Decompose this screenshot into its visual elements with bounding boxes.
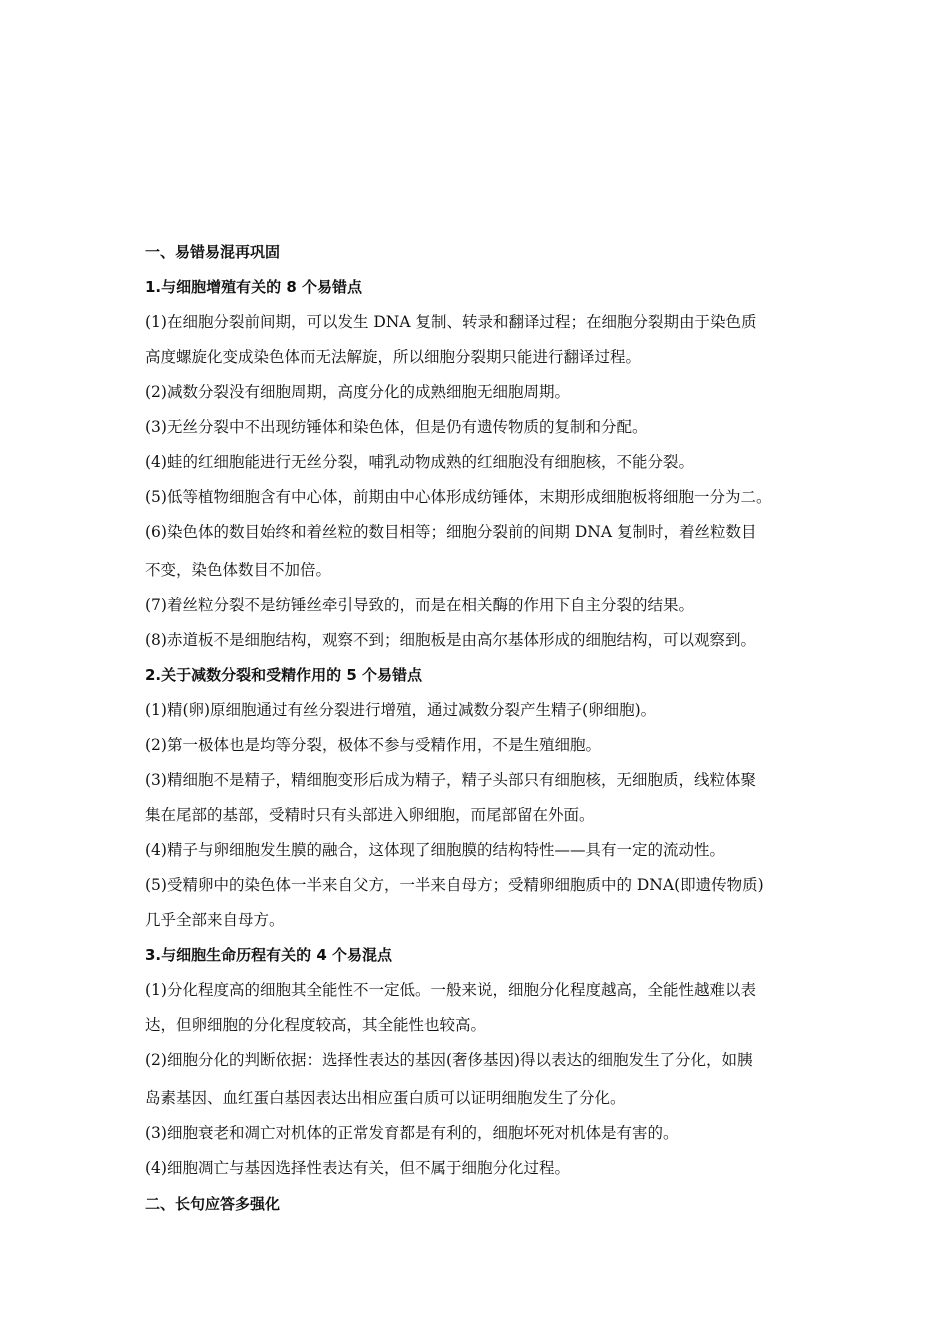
paragraph-line: 高度螺旋化变成染色体而无法解旋，所以细胞分裂期只能进行翻译过程。: [145, 348, 642, 366]
paragraph-line: 集在尾部的基部，受精时只有头部进入卵细胞，而尾部留在外面。: [145, 806, 595, 824]
group-title-3: 3.与细胞生命历程有关的 4 个易混点: [145, 946, 393, 964]
paragraph-line: (8)赤道板不是细胞结构，观察不到；细胞板是由高尔基体形成的细胞结构，可以观察到。: [145, 631, 756, 649]
paragraph-line: 岛素基因、血红蛋白基因表达出相应蛋白质可以证明细胞发生了分化。: [145, 1089, 626, 1107]
paragraph-line: (3)精细胞不是精子，精细胞变形后成为精子，精子头部只有细胞核，无细胞质，线粒体聚: [145, 771, 756, 789]
paragraph-line: (7)着丝粒分裂不是纺锤丝牵引导致的，而是在相关酶的作用下自主分裂的结果。: [145, 596, 694, 614]
group-title-1: 1.与细胞增殖有关的 8 个易错点: [145, 278, 363, 296]
paragraph-line: 达，但卵细胞的分化程度较高，其全能性也较高。: [145, 1016, 487, 1034]
paragraph-line: (2)细胞分化的判断依据：选择性表达的基因(奢侈基因)得以表达的细胞发生了分化，如胰: [145, 1051, 753, 1069]
paragraph-line: 不变，染色体数目不加倍。: [145, 561, 332, 579]
paragraph-line: (1)分化程度高的细胞其全能性不一定低。一般来说，细胞分化程度越高，全能性越难以表: [145, 981, 756, 999]
paragraph-line: (2)第一极体也是均等分裂，极体不参与受精作用，不是生殖细胞。: [145, 736, 601, 754]
paragraph-line: (3)细胞衰老和凋亡对机体的正常发育都是有利的，细胞坏死对机体是有害的。: [145, 1124, 679, 1142]
section-heading-2: 二、长句应答多强化: [145, 1195, 281, 1213]
paragraph-line: (1)精(卵)原细胞通过有丝分裂进行增殖，通过减数分裂产生精子(卵细胞)。: [145, 701, 657, 719]
paragraph-line: (4)细胞凋亡与基因选择性表达有关，但不属于细胞分化过程。: [145, 1159, 570, 1177]
group-title-2: 2.关于减数分裂和受精作用的 5 个易错点: [145, 666, 423, 684]
paragraph-line: (1)在细胞分裂前间期，可以发生 DNA 复制、转录和翻译过程；在细胞分裂期由于染色质: [145, 313, 757, 331]
paragraph-line: (4)蛙的红细胞能进行无丝分裂，哺乳动物成熟的红细胞没有细胞核，不能分裂。: [145, 453, 694, 471]
paragraph-line: 几乎全部来自母方。: [145, 911, 285, 929]
paragraph-line: (5)低等植物细胞含有中心体，前期由中心体形成纺锤体，末期形成细胞板将细胞一分为二。: [145, 488, 772, 506]
paragraph-line: (5)受精卵中的染色体一半来自父方，一半来自母方；受精卵细胞质中的 DNA(即遗传物质): [145, 876, 764, 894]
paragraph-line: (3)无丝分裂中不出现纺锤体和染色体，但是仍有遗传物质的复制和分配。: [145, 418, 648, 436]
paragraph-line: (6)染色体的数目始终和着丝粒的数目相等；细胞分裂前的间期 DNA 复制时，着丝粒数目: [145, 523, 757, 541]
paragraph-line: (4)精子与卵细胞发生膜的融合，这体现了细胞膜的结构特性——具有一定的流动性。: [145, 841, 725, 859]
paragraph-line: (2)减数分裂没有细胞周期，高度分化的成熟细胞无细胞周期。: [145, 383, 570, 401]
section-heading-1: 一、易错易混再巩固: [145, 243, 281, 261]
